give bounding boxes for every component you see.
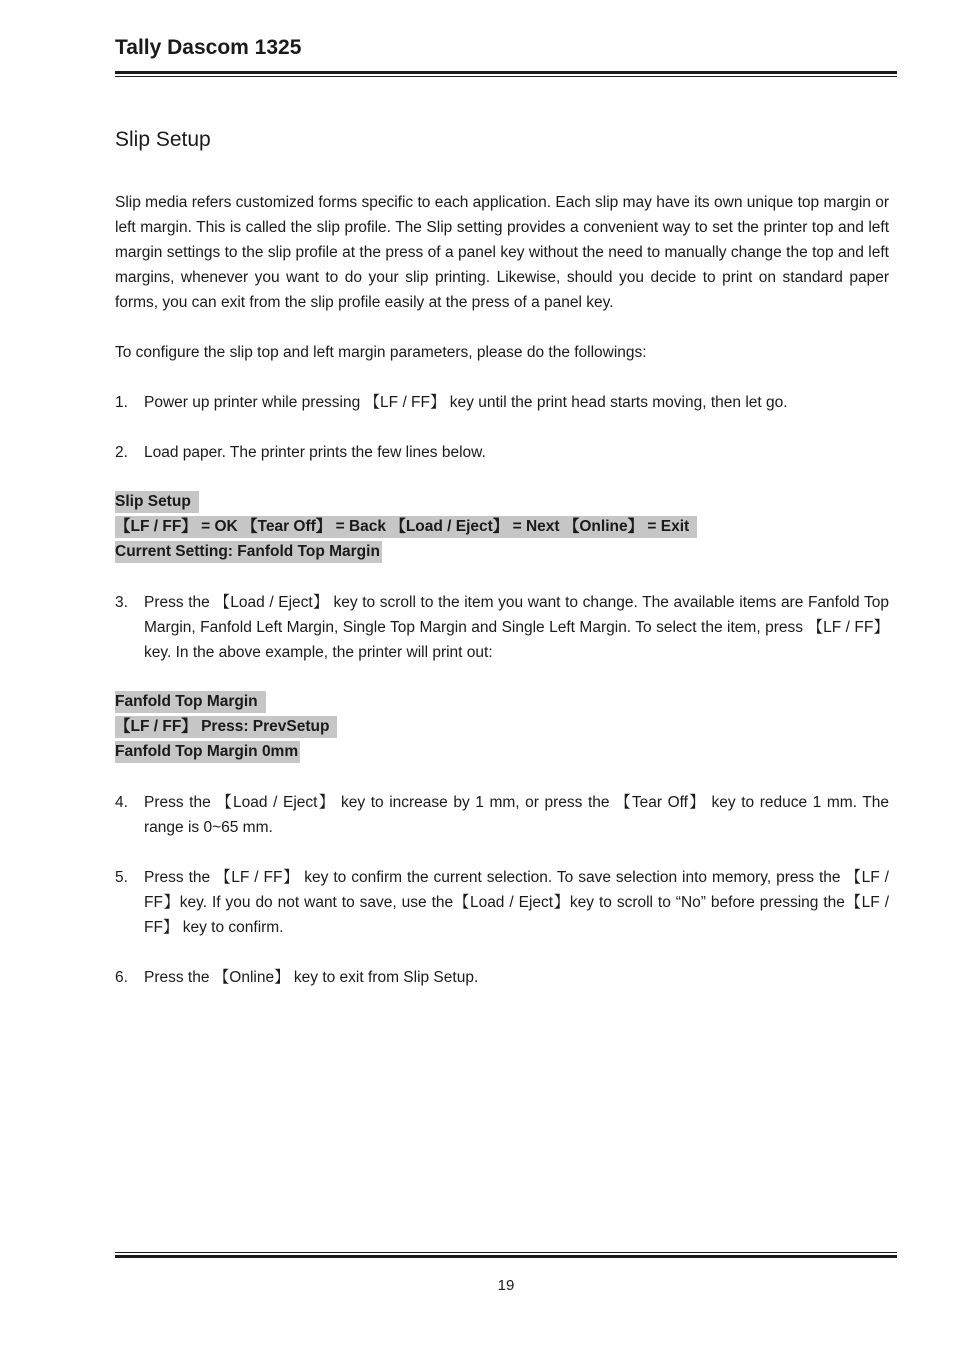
intro-paragraph: Slip media refers customized forms specific to each application. Each slip may have its own unique top margin or left margin. This is called the slip profile. The Slip setting provides a convenient way to set the printer top and left margin settings to the slip profile at the press of a panel key without the need to manually change the top and left margins, whenever you want to do your slip printing. Likewise, should you decide to print on standard paper forms, you can exit from the slip profile easily at the press of a panel key. (115, 194, 889, 311)
list-number: 4. (115, 794, 128, 811)
footer-rule-thick (115, 1255, 897, 1258)
list-text: Press the 【Load / Eject】 key to scroll to the item you want to change. The available items are Fanfold Top Margin, Fanfold Left Margin, Single Top Margin and Single Left Margin. To select the item, press 【LF / FF】 key. In the above example, the printer will print out: (144, 594, 889, 661)
list-item (115, 865, 889, 940)
list-item (115, 790, 889, 840)
printout-line: Slip Setup (115, 491, 199, 513)
printout-line: Fanfold Top Margin (115, 691, 266, 713)
header-rule-thin (115, 76, 897, 77)
section-title: Slip Setup (115, 128, 211, 151)
page-number: 19 (497, 1277, 515, 1294)
header-rule-thick (115, 71, 897, 74)
list-item (115, 390, 889, 415)
list-text: Press the 【Load / Eject】 key to increase by 1 mm, or press the 【Tear Off】 key to reduce 1 mm. The range is 0~65 mm. (144, 794, 889, 836)
list-item (115, 590, 889, 665)
list-number: 1. (115, 394, 128, 411)
footer-rule-thin (115, 1252, 897, 1253)
list-number: 5. (115, 869, 128, 886)
list-item (115, 440, 889, 465)
list-number: 6. (115, 969, 128, 986)
list-item (115, 965, 889, 990)
list-number: 2. (115, 444, 128, 461)
printout-line: 【LF / FF】 = OK 【Tear Off】 = Back 【Load / Eject】 = Next 【Online】 = Exit (115, 516, 697, 538)
list-text: Press the 【Online】 key to exit from Slip Setup. (144, 969, 479, 986)
document-title: Tally Dascom 1325 (115, 36, 302, 59)
printout-line: Current Setting: Fanfold Top Margin (115, 541, 382, 563)
printout-line: 【LF / FF】 Press: PrevSetup (115, 716, 337, 738)
list-text: Load paper. The printer prints the few lines below. (144, 444, 486, 461)
printout-line: Fanfold Top Margin 0mm (115, 741, 300, 763)
list-number: 3. (115, 594, 128, 611)
list-text: Power up printer while pressing 【LF / FF】 key until the print head starts moving, then let go. (144, 394, 788, 411)
configure-paragraph: To configure the slip top and left margin parameters, please do the followings: (115, 344, 647, 361)
list-text: Press the 【LF / FF】 key to confirm the current selection. To save selection into memory, press the 【LF / FF】key. If you do not want to save, use the【Load / Eject】key to scroll to “No” before pressing the【LF / FF】 key to confirm. (144, 869, 889, 936)
